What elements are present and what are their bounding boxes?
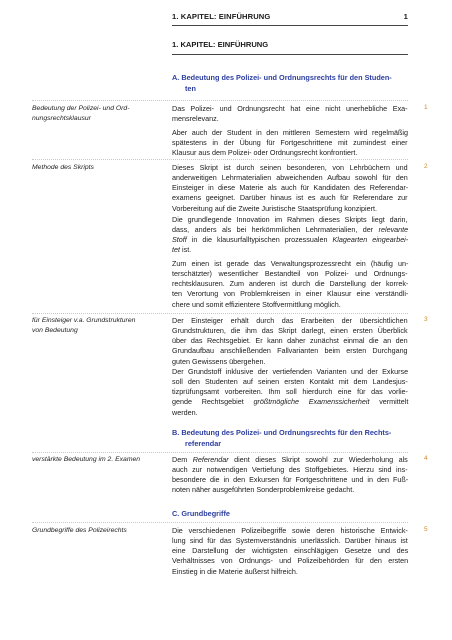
text-line: terschätzter) wesentlicher Bestandteil von Polizei- und Ordnungs-	[172, 269, 408, 279]
emphasis-text: Klagearten eingearbei-	[332, 235, 409, 245]
section-b-line2: referendar	[185, 439, 222, 448]
paragraph-5	[172, 259, 408, 310]
text-line: Dieses Skript ist durch seinen besonderen, von Lehrbüchern und	[172, 163, 408, 172]
margin-number: 3	[424, 316, 428, 323]
text-line: Das Polizei- und Ordnungsrecht hat eine nicht unerhebliche Exa-	[172, 104, 408, 113]
running-header-title: 1. KAPITEL: EINFÜHRUNG	[172, 12, 271, 21]
margin-note-line: Methode des Skripts	[32, 164, 94, 171]
text-line: mensrelevanz.	[172, 114, 219, 124]
page-number: 1	[403, 12, 408, 21]
emphasis-text: Referendar	[192, 455, 229, 464]
margin-note-grundbegriffe	[32, 526, 160, 536]
text-line: eine Darstellung der wichtigsten einschlägigen Gesetze und des	[172, 546, 409, 556]
emphasis-text: relevante	[378, 225, 409, 235]
emphasis-text: tet	[172, 245, 180, 255]
text-line: Aber auch der Student in den mittleren Semestern wird regelmäßig	[172, 128, 408, 137]
paragraph-3	[172, 163, 408, 214]
text-span: ist.	[180, 245, 192, 255]
text-span: vermittelt	[369, 397, 409, 407]
text-line: examens geeignet. Darüber hinaus ist es auch für Referendare zur	[172, 193, 408, 203]
margin-note-line: für Einsteiger v.a. Grundstrukturen	[32, 317, 136, 324]
chapter-rule	[172, 54, 408, 55]
margin-note-klausur	[32, 104, 160, 124]
text-line: chere und somit effizientere Stoffvermittlung möglich.	[172, 299, 341, 309]
text-line: über das Rechtsgebiet. Er kann daher zunächst einmal die an den	[172, 336, 408, 346]
margin-number: 4	[424, 455, 428, 462]
text-line: Grundstrukturen, die ihm das Skript darlegt, einen ersten Überblick	[172, 326, 408, 336]
divider	[32, 100, 408, 101]
text-line: Einsteiger in diese Materie als auch für Kandidaten des Referendar-	[172, 183, 409, 193]
text-line: Der Grundstoff inklusive der vertiefenden Varianten und der Exkurse	[172, 367, 409, 376]
paragraph-1	[172, 104, 408, 124]
margin-number: 5	[424, 526, 428, 533]
margin-note-line: nungsrechtsklausur	[32, 115, 91, 122]
text-line: Vorbereitung auf die Zweite Juristische Staatsprüfung konzipiert.	[172, 203, 377, 213]
divider	[32, 313, 408, 314]
chapter-title: 1. KAPITEL: EINFÜHRUNG	[172, 40, 269, 49]
emphasis-text: größtmögliche Examenssicherheit	[253, 397, 370, 407]
text-line: Verhältnisses von Ordnungs- und Polizeibehörden für den ersten	[172, 556, 409, 566]
text-line: Der Einsteiger erhält durch das Erarbeiten der übersichtlichen	[172, 316, 408, 325]
text-line: noten näher ausgeführten Sonderproblemkreise gedacht.	[172, 485, 355, 495]
divider	[32, 159, 408, 160]
running-header	[172, 12, 408, 21]
text-span: in die klausurfalltypischen prozessualen	[186, 235, 333, 245]
emphasis-text: Stoff	[172, 235, 187, 245]
text-span: Dem	[172, 455, 193, 464]
margin-note-methode	[32, 163, 160, 173]
paragraph-2	[172, 128, 408, 158]
text-line: besondere die in den Exkursen für Fortgeschrittene und in den Fuß-	[172, 475, 409, 485]
section-b-heading	[172, 427, 408, 449]
text-line: Einstieg in die Materie äußerst hilfreich.	[172, 566, 298, 576]
text-span: dient dieses Skript sowohl zur Wiederholung als	[228, 455, 408, 464]
paragraph-6	[172, 316, 408, 367]
text-line: Grundaufbau anschließenden Fallvarianten beim ersten Durchgang	[172, 346, 408, 356]
text-line: lung sind für das Systemverständnis unerlässlich. Darüber hinaus ist	[172, 536, 408, 546]
text-line: rechtsklausuren. Zum anderen ist durch die Darstellung der korrek-	[172, 279, 409, 289]
text-line: Zum einen ist gerade das Verwaltungsprozessrecht ein (häufig un-	[172, 259, 409, 268]
margin-note-line: Grundbegriffe des Polizeirechts	[32, 527, 127, 534]
text-line: Klausur aus dem Polizei- oder Ordnungsrecht konfrontiert.	[172, 148, 358, 158]
section-c-heading	[172, 508, 408, 519]
text-span: gende Rechtsgebiet	[172, 397, 254, 407]
text-line: ten Verortung von Problemkreisen in einer Klausur eine verständli-	[172, 289, 409, 299]
text-span: dass, anders als bei herkömmlichen Lehrmaterialien, der	[172, 225, 374, 235]
paragraph-4	[172, 215, 408, 256]
paragraph-7	[172, 367, 408, 418]
section-c-line1: C. Grundbegriffe	[172, 509, 230, 518]
text-line: tizprüfungsamt vorbereiten. Ihm soll hierdurch eine für das vorlie-	[172, 387, 408, 397]
text-line: anderweitigen Lehrmaterialien abweichenden Aufbau sowohl für den	[172, 173, 408, 183]
margin-number: 1	[424, 104, 428, 111]
text-line: soll den Studenten auf seinen ersten Kontakt mit dem Landesjus-	[172, 377, 408, 387]
divider	[32, 452, 408, 453]
text-line: guten Gewissens übergehen.	[172, 356, 266, 366]
margin-note-line: von Bedeutung	[32, 327, 78, 334]
text-line: spätestens in der Übung für Fortgeschrittene mit zumindest einer	[172, 138, 408, 148]
section-a-line1: A. Bedeutung des Polizei- und Ordnungsrechts für den Studen-	[172, 73, 392, 82]
text-line: auch zur notwendigen Vertiefung des Stoffgebietes. Hierzu sind ins-	[172, 465, 408, 475]
header-rule	[172, 25, 408, 26]
margin-note-einsteiger	[32, 316, 160, 336]
text-line: Die verschiedenen Polizeibegriffe sowie deren historische Entwick-	[172, 526, 408, 535]
margin-note-line: verstärkte Bedeutung im 2. Examen	[32, 456, 141, 463]
section-b-line1: B. Bedeutung des Polizei- und Ordnungsrechts für den Rechts-	[172, 428, 392, 437]
section-a-heading	[172, 72, 408, 94]
text-line: Die grundlegende Innovation im Rahmen dieses Skripts liegt darin,	[172, 215, 408, 224]
paragraph-9	[172, 526, 408, 577]
margin-number: 2	[424, 163, 428, 170]
paragraph-8	[172, 455, 408, 496]
margin-note-examen	[32, 455, 160, 465]
text-line: werden.	[172, 407, 198, 417]
section-a-line2: ten	[185, 84, 196, 93]
divider	[32, 522, 408, 523]
margin-note-line: Bedeutung der Polizei- und Ord-	[32, 105, 130, 112]
